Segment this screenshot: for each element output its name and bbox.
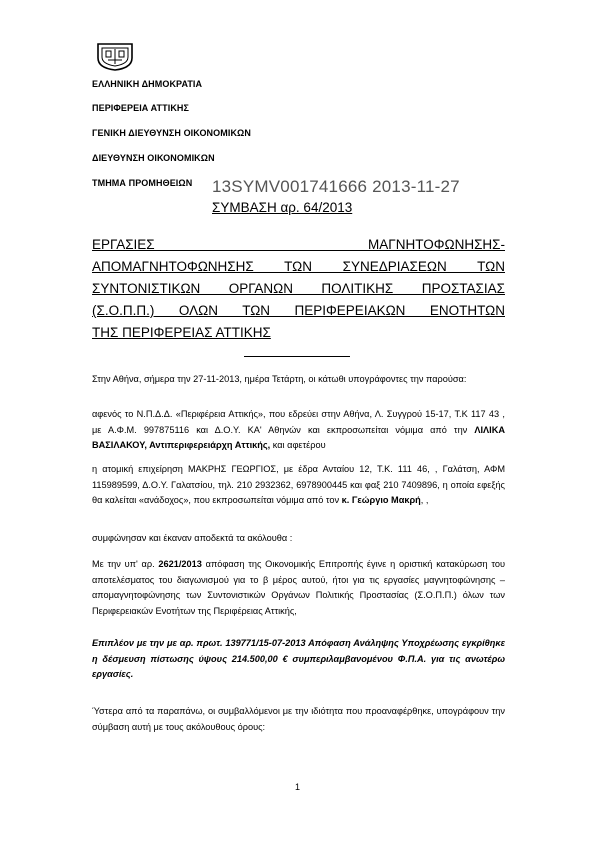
separator-rule: [244, 356, 350, 357]
greek-republic-emblem-icon: [92, 40, 138, 72]
party-2-representative: κ. Γεώργιο Μακρή: [341, 495, 421, 505]
party-1-suffix: και αφετέρου: [270, 440, 326, 450]
decision-text-rest: απόφαση της Οικονομικής Επιτροπής έγινε η οριστική κατακύρωση του αποτελέσματος του διαγωνισμού για το β μέρος αυτού, ήτοι για τις εργασίες μαγνητοφώνησης – απομαγνητοφώνησης των Συντονιστικών Οργάνων Πολιτικής Προστασίας (Σ.Ο.Π.Π.) όλων των Περιφερειακών Ενοτήτων της Περιφέρειας Αττικής,: [92, 559, 506, 616]
party-1-representative: ΛΙΛΙΚΑ ΒΑΣΙΛΑΚΟΥ, Αντιπεριφερειάρχη Αττικής,: [92, 424, 505, 450]
decision-number: 2621/2013: [158, 559, 202, 569]
party-1-text: αφενός το Ν.Π.Δ.Δ. «Περιφέρεια Αττικής», που εδρεύει στην Αθήνα, Λ. Συγγρού 15-17, Τ.Κ 117 43 , με Α.Φ.Μ. 997875116 και Δ.Ο.Υ. ΚΑ' Αθηνών και εκπροσωπείται νόμιμα από την: [92, 409, 505, 435]
party-2-paragraph: [92, 462, 505, 509]
closing-text: Ύστερα από τα παραπάνω, οι συμβαλλόμενοι με την ιδιότητα που προαναφέρθηκε, υπογράφουν την σύμβαση αυτή με τους ακόλουθους όρους:: [92, 706, 505, 732]
agreed-paragraph: [92, 531, 505, 547]
header-line-1: ΕΛΛΗΝΙΚΗ ΔΗΜΟΚΡΑΤΙΑ: [92, 79, 203, 89]
intro-paragraph: [92, 372, 505, 388]
party-2-suffix: , ,: [420, 495, 429, 505]
intro-text: Στην Αθήνα, σήμερα την 27-11-2013, ημέρα Τετάρτη, οι κάτωθι υπογράφοντες την παρούσα:: [92, 374, 467, 384]
subject-line-5: ΤΗΣ ΠΕΡΙΦΕΡΕΙΑΣ ΑΤΤΙΚΗΣ: [92, 325, 271, 340]
document-id: 13SYMV001741666 2013-11-27: [212, 177, 460, 196]
funding-paragraph: [92, 636, 505, 683]
decision-text: Με την υπ' αρ.: [92, 559, 159, 569]
subject-line-3: ΣΥΝΤΟΝΙΣΤΙΚΩΝ ΟΡΓΑΝΩΝ ΠΟΛΙΤΙΚΗΣ ΠΡΟΣΤΑΣΙΑΣ: [92, 281, 505, 296]
subject-line-1: ΕΡΓΑΣΙΕΣ ΜΑΓΝΗΤΟΦΩΝΗΣΗΣ-: [92, 237, 505, 252]
contract-title: ΣΥΜΒΑΣΗ αρ. 64/2013: [212, 200, 353, 215]
subject-line-4: (Σ.Ο.Π.Π.) ΟΛΩΝ ΤΩΝ ΠΕΡΙΦΕΡΕΙΑΚΩΝ ΕΝΟΤΗΤΩΝ: [92, 303, 505, 318]
header-line-2: ΠΕΡΙΦΕΡΕΙΑ ΑΤΤΙΚΗΣ: [92, 103, 190, 113]
subject-line-2: ΑΠΟΜΑΓΝΗΤΟΦΩΝΗΣΗΣ ΤΩΝ ΣΥΝΕΔΡΙΑΣΕΩΝ ΤΩΝ: [92, 259, 505, 274]
page-number: 1: [294, 782, 300, 792]
header-line-5: ΤΜΗΜΑ ΠΡΟΜΗΘΕΙΩΝ: [92, 178, 193, 188]
party-1-paragraph: [92, 407, 505, 454]
decision-paragraph: [92, 557, 505, 619]
header-line-3: ΓΕΝΙΚΗ ΔΙΕΥΘΥΝΣΗ ΟΙΚΟΝΟΜΙΚΩΝ: [92, 128, 251, 138]
party-2-text: η ατομική επιχείρηση ΜΑΚΡΗΣ ΓΕΩΡΓΙΟΣ, με έδρα Ανταίου 12, Τ.Κ. 111 46, , Γαλάτση, ΑΦΜ 115989599, Δ.Ο.Υ. Γαλατσίου, τηλ. 210 2932362, 6978900445 και φαξ 210 7409896, η οποία εφεξής θα καλείται «ανάδοχος», που εκπροσωπείται νόμιμα από τον: [92, 464, 505, 505]
header-line-4: ΔΙΕΥΘΥΝΣΗ ΟΙΚΟΝΟΜΙΚΩΝ: [92, 153, 215, 163]
contract-subject: [92, 234, 505, 344]
closing-paragraph: [92, 704, 505, 735]
agreed-text: συμφώνησαν και έκαναν αποδεκτά τα ακόλουθα :: [92, 533, 293, 543]
funding-text: Επιπλέον με την με αρ. πρωτ. 139771/15-07-2013 Απόφαση Ανάληψης Υποχρέωσης εγκρίθηκε η δέσμευση πίστωσης ύψους 214.500,00 € συμπεριλαμβανομένου Φ.Π.Α. για τις ανωτέρω εργασίες.: [92, 638, 505, 679]
